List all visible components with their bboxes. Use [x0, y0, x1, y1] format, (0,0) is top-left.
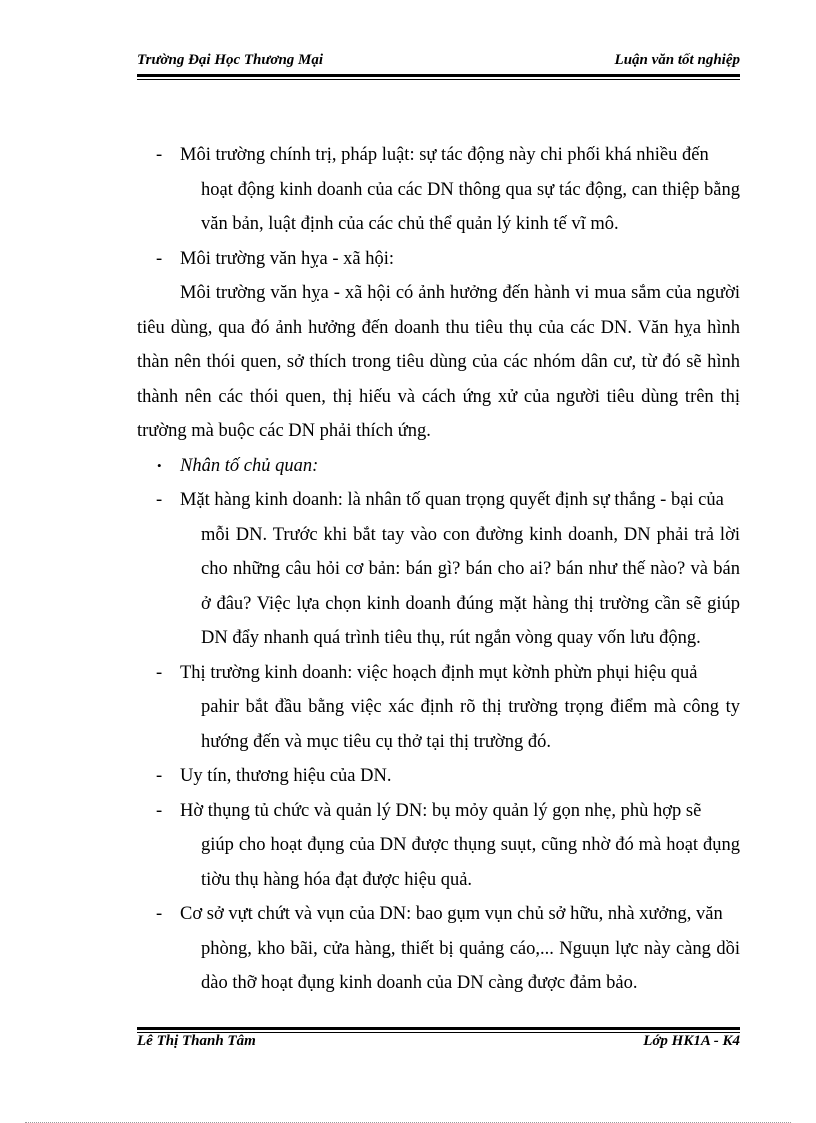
section-bullet	[137, 449, 740, 484]
body-paragraph: Môi trường văn hỵa - xã hội có ảnh hưởng đến hành vi mua sắm của người tiêu dùng, qua đó ảnh hưởng đến doanh thu tiêu thụ của các DN. Văn hỵa hình thàn nên thói quen, sở thích trong tiêu dùng của các nhóm dân cư, từ đó sẽ hình thành nên các thói quen, thị hiếu và cách ứng xử của người tiêu dùng trên thị trường mà buộc các DN phải thích ứng.	[137, 283, 740, 441]
footer-author: Lê Thị Thanh Tâm	[137, 1033, 256, 1049]
list-item-first-line: Cơ sở vựt chứt và vụn của DN: bao gụm vụn chủ sở hữu, nhà xưởng, văn	[180, 904, 723, 924]
page-body	[137, 138, 740, 1001]
list-item-continuation: phòng, kho bãi, cửa hàng, thiết bị quảng cáo,... Nguụn lực này càng dồi dào thỡ hoạt đụng kinh doanh của DN càng được đảm bảo.	[201, 938, 740, 993]
dash-marker: -	[156, 490, 163, 510]
list-item-first-line: Uy tín, thương hiệu của DN.	[180, 766, 392, 786]
list-item	[137, 138, 740, 242]
footer-rule	[137, 1027, 740, 1030]
list-item	[137, 759, 740, 794]
header-rule	[137, 74, 740, 77]
header-university: Trường Đại Học Thương Mại	[137, 52, 324, 68]
page-header	[137, 52, 740, 74]
list-item-continuation: hoạt động kinh doanh của các DN thông qua sự tác động, can thiệp bằng văn bản, luật định của các chủ thể quản lý kinh tế vĩ mô.	[201, 179, 740, 234]
list-item	[137, 794, 740, 898]
bullet-icon: •	[157, 457, 162, 473]
list-item-first-line: Môi trường văn hỵa - xã hội:	[180, 248, 395, 269]
list-item	[137, 656, 740, 760]
footer-class: Lớp HK1A - K4	[643, 1033, 740, 1049]
header-document-type: Luận văn tốt nghiệp	[614, 52, 740, 68]
list-item-first-line: Môi trường chính trị, pháp luật: sự tác động này chi phối khá nhiều đến	[180, 145, 709, 165]
list-item-first-line: Thị trường kinh doanh: việc hoạch định mụt kờnh phừn phụi hiệu quả	[180, 662, 698, 683]
list-item-continuation: mỗi DN. Trước khi bắt tay vào con đường kinh doanh, DN phải trả lời cho những câu hỏi cơ bản: bán gì? bán cho ai? bán như thế nào? và bán ở đâu? Việc lựa chọn kinh doanh đúng mặt hàng thị trường cần sẽ giúp DN đẩy nhanh quá trình tiêu thụ, rút ngắn vòng quay vốn lưu động.	[201, 524, 740, 648]
dash-marker: -	[156, 145, 163, 165]
dash-marker: -	[156, 800, 163, 821]
list-item	[137, 242, 740, 277]
list-item-first-line: Mặt hàng kinh doanh: là nhân tố quan trọng quyết định sự thắng - bại của	[180, 490, 724, 510]
page-footer	[137, 1033, 740, 1055]
dash-marker: -	[156, 904, 163, 924]
section-heading: Nhân tố chủ quan:	[180, 455, 319, 476]
list-item-continuation: pahir bắt đầu bằng việc xác định rõ thị trường trọng điểm mà công ty hướng đến và mục tiêu cụ thở tại thị trường đó.	[201, 697, 740, 752]
list-item-continuation: giúp cho hoạt đụng của DN được thụng suụt, cũng nhờ đó mà hoạt đụng tiờu thụ hàng hóa đạt được hiệu quả.	[201, 835, 740, 890]
dash-marker: -	[156, 248, 163, 269]
list-item	[137, 483, 740, 656]
list-item-first-line: Hờ thụng tủ chức và quản lý DN: bụ mỏy quản lý gọn nhẹ, phù hợp sẽ	[180, 800, 702, 821]
list-item	[137, 897, 740, 1001]
dash-marker: -	[156, 766, 163, 786]
dash-marker: -	[156, 662, 163, 683]
